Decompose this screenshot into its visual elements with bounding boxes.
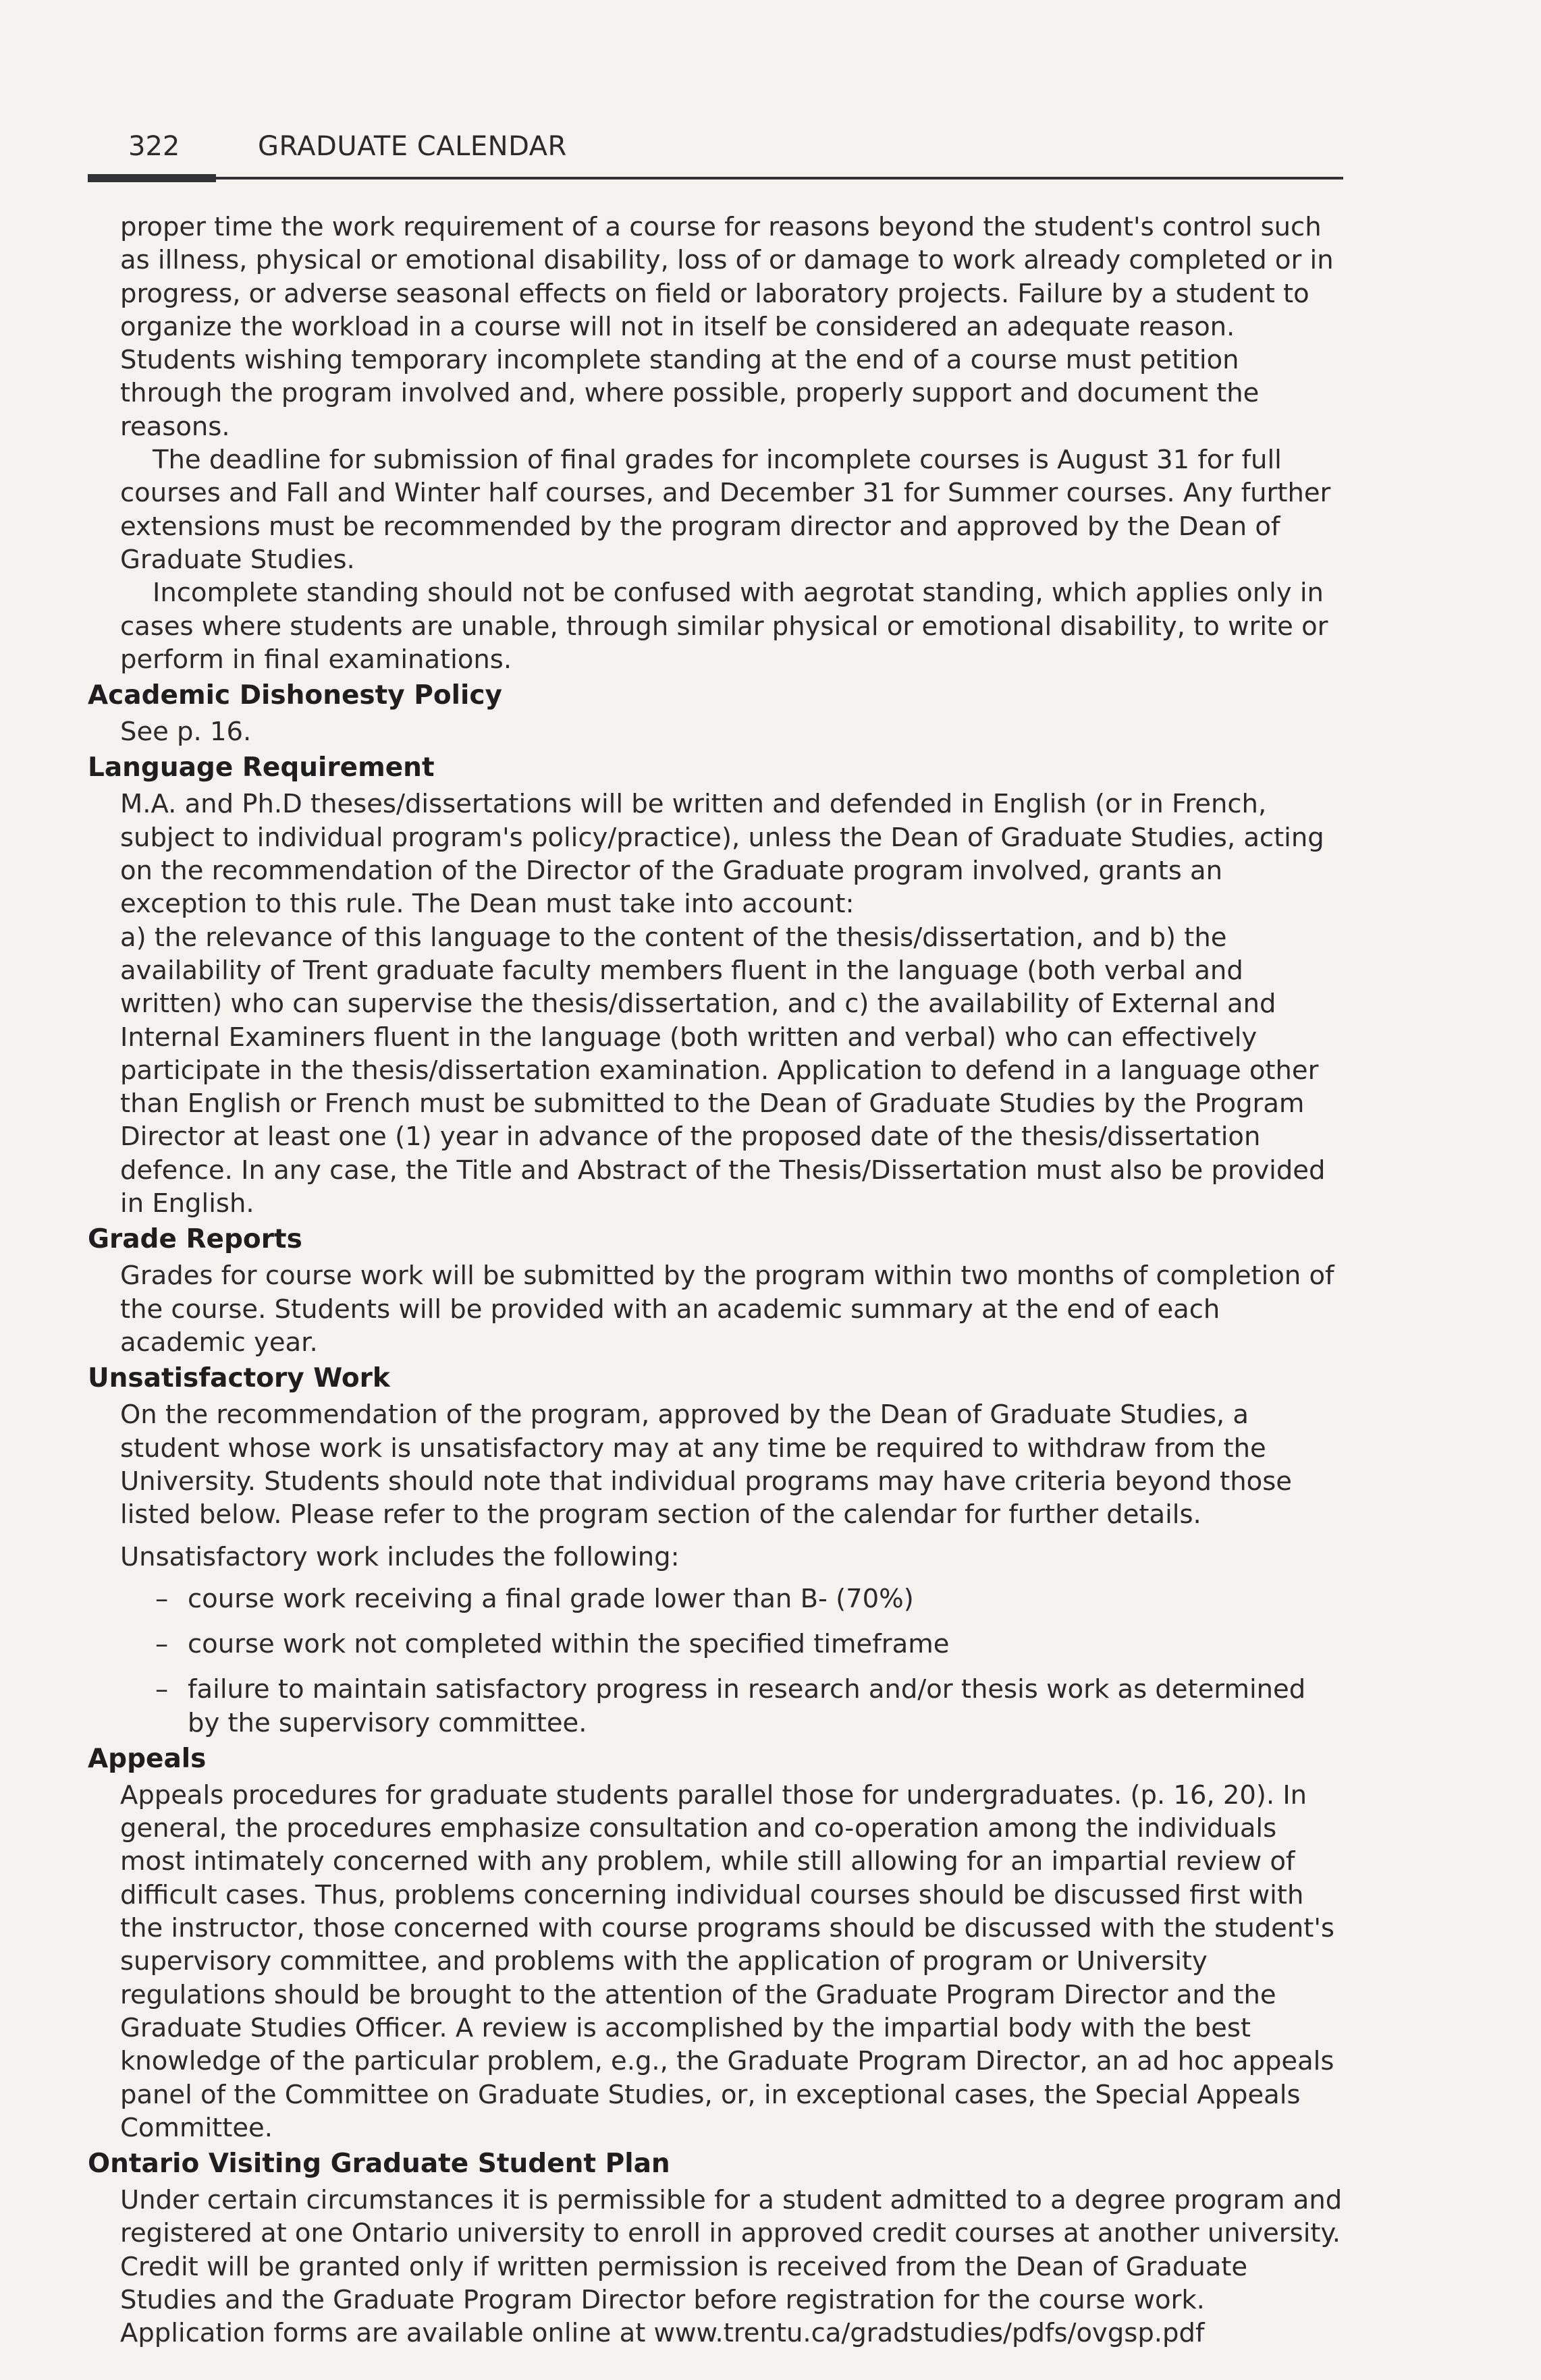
running-title: GRADUATE CALENDAR — [258, 131, 567, 162]
dash-marker: – — [155, 1583, 169, 1614]
intro-paragraph-3: Incomplete standing should not be confused with aegrotat standing, which applies only in cases where students are unable, through similar physical or emotional disability, to write or perform in final examinations. — [120, 578, 1328, 675]
section-heading-ontario: Ontario Visiting Graduate Student Plan — [88, 2149, 670, 2180]
unsatisfactory-paragraph-2: Unsatisfactory work includes the following: — [120, 1542, 680, 1573]
dishonesty-body: See p. 16. — [120, 717, 252, 748]
language-paragraph-2: a) the relevance of this language to the content of the thesis/dissertation, and b) the availability of Trent graduate faculty members fluent in the language (both verbal and written) who can supervise the thesis/dissertation, and c) the availability of External and Internal Examiners fluent in the language (both written and verbal) who can effectively participate in the thesis/dissertation examination. Application to defend in a language other than English or French must be submitted to the Dean of Graduate Studies by the Program Director at least one (1) year in advance of the proposed date of the thesis/dissertation defence. In any case, the Title and Abstract of the Thesis/Dissertation must also be provided in English. — [120, 922, 1326, 1219]
language-paragraph-1: M.A. and Ph.D theses/dissertations will be written and defended in English (or in French, subject to individual program's policy/practice), unless the Dean of Graduate Studies, acting on the recommendation of the Director of the Graduate program involved, grants an exception to this rule. The Dean must take into account: — [120, 789, 1324, 920]
page-header — [88, 130, 1343, 177]
ontario-body: Under certain circumstances it is permissible for a student admitted to a degree program and registered at one Ontario university to enroll in approved credit courses at another university. Credit will be granted only if written permission is received from the Dean of Graduate Studies and the Graduate Program Director before registration for the course work. Application forms are available online at www.trentu.ca/gradstudies/pdfs/ovgsp.pdf — [120, 2185, 1343, 2349]
list-item — [155, 1582, 1343, 1615]
section-heading-grades: Grade Reports — [88, 1224, 302, 1255]
intro-paragraph-1: proper time the work requirement of a course for reasons beyond the student's control such as illness, physical or emotional disability, loss of or damage to work already completed or in progress, or adverse seasonal effects on field or laboratory projects. Failure by a student to organize the workload in a course will not in itself be considered an adequate reason. Students wishing temporary incomplete standing at the end of a course must petition through the program involved and, where possible, properly support and document the reasons. — [120, 212, 1334, 442]
list-item — [155, 1673, 1343, 1740]
dash-marker: – — [155, 1674, 169, 1705]
dash-marker: – — [155, 1628, 169, 1659]
grades-body: Grades for course work will be submitted by the program within two months of completion of the course. Students will be provided with an academic summary at the end of each academic year. — [120, 1261, 1334, 1358]
list-item — [155, 1628, 1343, 1661]
header-rule — [88, 177, 1343, 179]
section-heading-unsatisfactory: Unsatisfactory Work — [88, 1363, 390, 1394]
unsatisfactory-paragraph-1: On the recommendation of the program, approved by the Dean of Graduate Studies, a student whose work is unsatisfactory may at any time be required to withdraw from the University. Students should note that individual programs may have criteria beyond those listed below. Please refer to the program section of the calendar for further details. — [120, 1400, 1292, 1530]
section-heading-dishonesty: Academic Dishonesty Policy — [88, 680, 502, 711]
list-item-text: failure to maintain satisfactory progress in research and/or thesis work as determined by the supervisory committee. — [188, 1674, 1306, 1738]
list-item-text: course work receiving a final grade lower than B- (70%) — [188, 1583, 914, 1614]
section-heading-language: Language Requirement — [88, 752, 435, 783]
page-number: 322 — [128, 131, 180, 162]
section-heading-appeals: Appeals — [88, 1743, 207, 1774]
page-body — [88, 211, 1343, 2350]
intro-paragraph-2: The deadline for submission of final grades for incomplete courses is August 31 for full courses and Fall and Winter half courses, and December 31 for Summer courses. Any further extensions must be recommended by the program director and approved by the Dean of Graduate Studies. — [120, 445, 1331, 575]
unsatisfactory-list — [88, 1582, 1343, 1740]
list-item-text: course work not completed within the specified timeframe — [188, 1628, 950, 1659]
appeals-body: Appeals procedures for graduate students parallel those for undergraduates. (p. 16, 20). In general, the procedures emphasize consultation and co-operation among the individuals most intimately concerned with any problem, while still allowing for an impartial review of difficult cases. Thus, problems concerning individual courses should be discussed first with the instructor, those concerned with course programs should be discussed with the student's supervisory committee, and problems with the application of program or University regulations should be brought to the attention of the Graduate Program Director and the Graduate Studies Officer. A review is accomplished by the impartial body with the best knowledge of the particular problem, e.g., the Graduate Program Director, an ad hoc appeals panel of the Committee on Graduate Studies, or, in exceptional cases, the Special Appeals Committee. — [120, 1779, 1334, 2143]
